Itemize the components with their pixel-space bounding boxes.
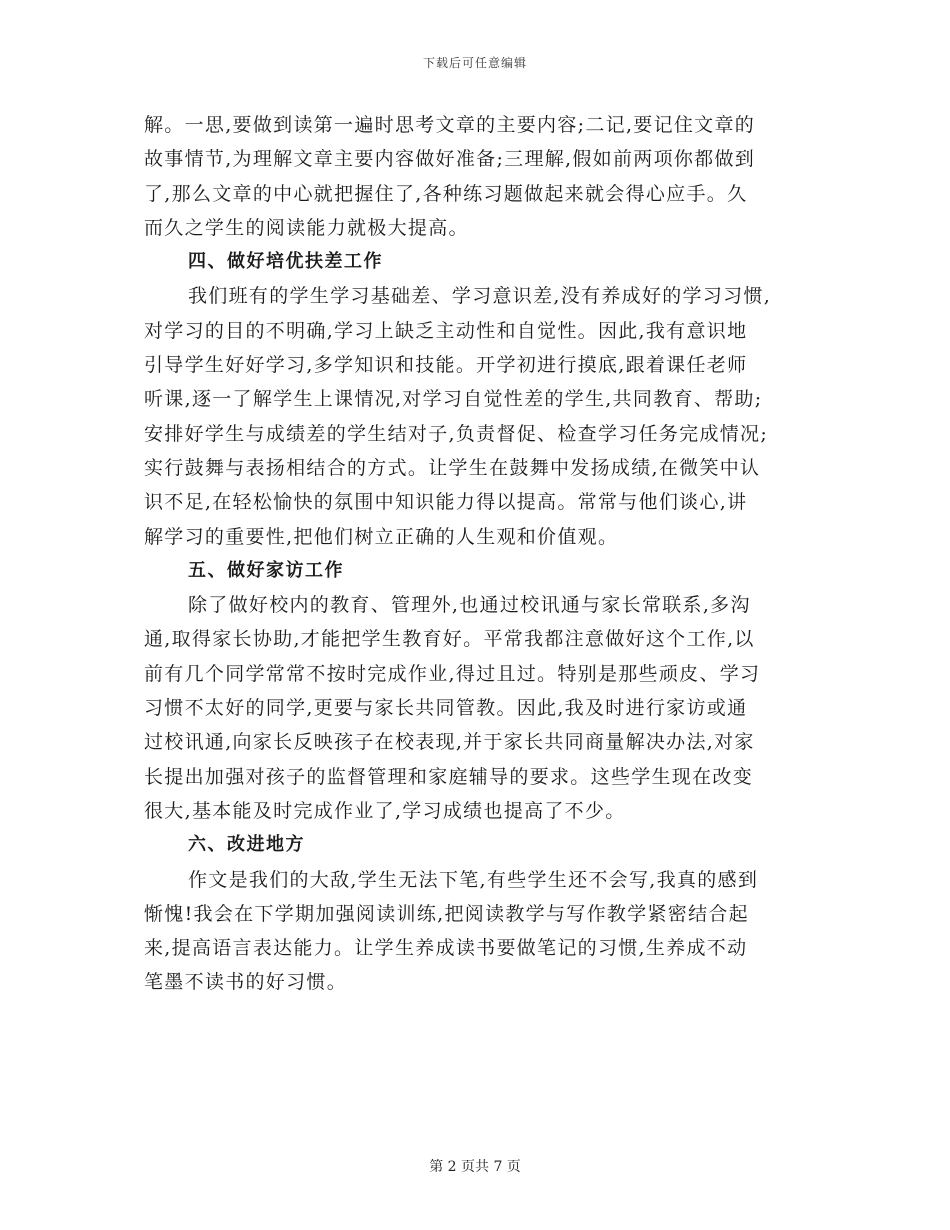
page-footer: 第 2 页共 7 页 [429,1159,521,1175]
paragraph-line: 我们班有的学生学习基础差、学习意识差,没有养成好的学习习惯, [188,285,772,308]
paragraph-line: 而久之学生的阅读能力就极大提高。 [144,216,469,239]
paragraph-line: 对学习的目的不明确,学习上缺乏主动性和自觉性。因此,我有意识地 [144,319,748,342]
paragraph-line: 故事情节,为理解文章主要内容做好准备;三理解,假如前两项你都做到 [144,148,756,171]
paragraph-line: 来,提高语言表达能力。让学生养成读书要做笔记的习惯,生养成不动 [144,937,748,960]
paragraph-line: 作文是我们的大敌,学生无法下笔,有些学生还不会写,我真的感到 [188,868,759,891]
paragraph-line: 听课,逐一了解学生上课情况,对学习自觉性差的学生,共同教育、帮助; [144,388,763,411]
section-heading-four: 四、做好培优扶差工作 [188,251,383,273]
paragraph-line: 习惯不太好的同学,更要与家长共同管教。因此,我及时进行家访或通 [144,697,748,720]
paragraph-line: 笔墨不读书的好习惯。 [144,971,348,994]
section-heading-six: 六、改进地方 [188,834,305,856]
paragraph-line: 解学习的重要性,把他们树立正确的人生观和价值观。 [144,525,619,548]
paragraph-line: 长提出加强对孩子的监督管理和家庭辅导的要求。这些学生现在改变 [144,765,754,788]
page-header: 下载后可任意编辑 [422,56,527,70]
paragraph-line: 了,那么文章的中心就把握住了,各种练习题做起来就会得心应手。久 [144,182,748,205]
paragraph-line: 安排好学生与成绩差的学生结对子,负责督促、检查学习任务完成情况; [144,422,769,445]
paragraph-line: 惭愧!我会在下学期加强阅读训练,把阅读教学与写作教学紧密结合起 [144,902,749,925]
paragraph-line: 识不足,在轻松愉快的氛围中知识能力得以提高。常常与他们谈心,讲 [144,491,748,514]
paragraph-line: 解。一思,要做到读第一遍时思考文章的主要内容;二记,要记住文章的 [144,114,756,136]
document-body [144,108,810,1000]
paragraph-line: 通,取得家长协助,才能把学生教育好。平常我都注意做好这个工作,以 [144,628,755,651]
paragraph-line: 过校讯通,向家长反映孩子在校表现,并于家长共同商量解决办法,对家 [144,731,755,754]
paragraph-line: 引导学生好好学习,多学知识和技能。开学初进行摸底,跟着课任老师 [144,354,748,377]
paragraph-line: 前有几个同学常常不按时完成作业,得过且过。特别是那些顽皮、学习 [144,662,761,685]
paragraph-line: 实行鼓舞与表扬相结合的方式。让学生在鼓舞中发扬成绩,在微笑中认 [144,456,761,479]
paragraph-line: 除了做好校内的教育、管理外,也通过校讯通与家长常联系,多沟 [188,594,751,617]
paragraph-line: 很大,基本能及时完成作业了,学习成绩也提高了不少。 [144,799,626,822]
section-heading-five: 五、做好家访工作 [188,559,344,581]
